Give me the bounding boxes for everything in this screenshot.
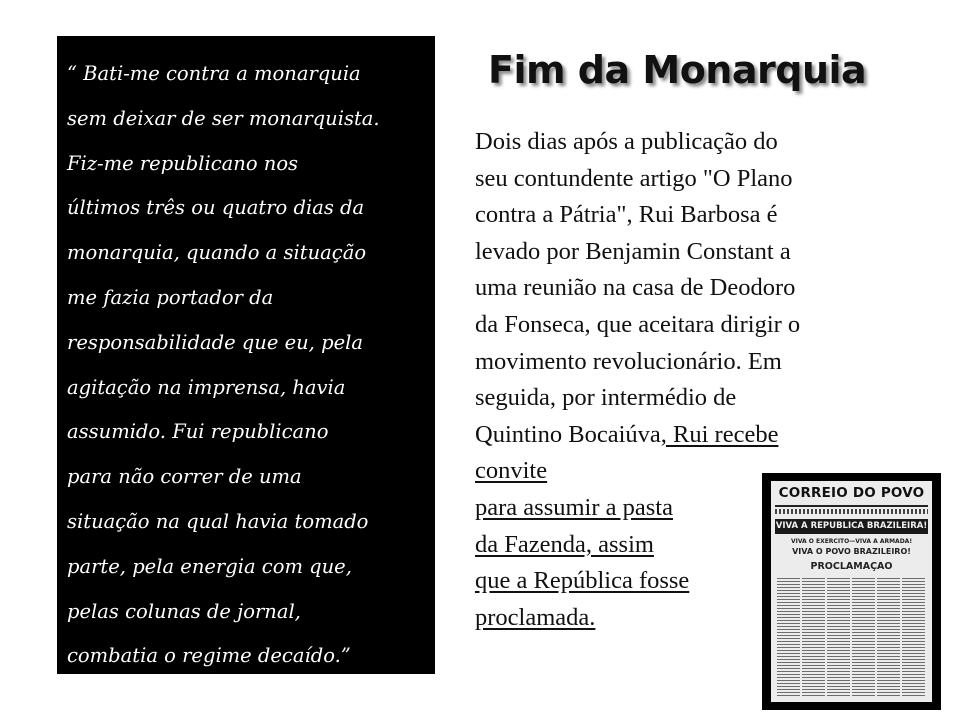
newspaper-page bbox=[771, 481, 932, 702]
underlined-line: proclamada. bbox=[475, 603, 596, 631]
body-line: seguida, por intermédio de bbox=[475, 384, 737, 412]
underlined-text: , Rui recebe bbox=[660, 420, 779, 448]
newspaper-subheadline: VIVA O POVO BRAZILEIRO! bbox=[792, 547, 911, 556]
newspaper-image bbox=[762, 473, 941, 710]
newspaper-masthead: CORREIO DO POVO bbox=[778, 485, 925, 501]
body-line: movimento revolucionário. Em bbox=[475, 347, 782, 375]
newspaper-subheadline: VIVA O EXERCITO—VIVA A ARMADA! bbox=[790, 538, 913, 545]
underlined-line: para assumir a pasta bbox=[475, 493, 673, 521]
body-line: levado por Benjamin Constant a bbox=[475, 237, 791, 265]
quote-line: últimos três ou quatro dias da bbox=[67, 196, 365, 220]
underlined-line: que a República fosse bbox=[475, 567, 690, 595]
quote-box bbox=[57, 36, 435, 674]
body-text-plain: Quintino Bocaiúva bbox=[475, 420, 661, 448]
body-paragraph bbox=[475, 124, 800, 636]
quote-line: situação na qual havia tomado bbox=[67, 509, 369, 533]
newspaper-columns bbox=[777, 578, 926, 696]
body-line bbox=[475, 417, 800, 454]
quote-line: agitação na imprensa, havia bbox=[67, 375, 346, 399]
newspaper-rule bbox=[775, 505, 928, 507]
quote-line: sem deixar de ser monarquista. bbox=[67, 106, 380, 130]
quote-line: pelas colunas de jornal, bbox=[67, 599, 301, 623]
quote-line: assumido. Fui republicano bbox=[67, 420, 329, 444]
quote-line: “ Bati-me contra a monarquia bbox=[67, 62, 361, 85]
body-line: contra a Pátria", Rui Barbosa é bbox=[475, 201, 778, 229]
slide-title: Fim da Monarquia bbox=[488, 48, 867, 92]
quote-line: parte, pela energia com que, bbox=[67, 554, 352, 578]
newspaper-dateline bbox=[775, 509, 928, 514]
quote-line: combatia o regime decaído.” bbox=[67, 644, 351, 668]
quote-line: para não correr de uma bbox=[67, 465, 302, 489]
quote-line: monarquia, quando a situação bbox=[67, 241, 367, 265]
body-line: da Fonseca, que aceitara dirigir o bbox=[475, 310, 801, 338]
body-line: Dois dias após a publicação do bbox=[475, 128, 778, 155]
quote-line: responsabilidade que eu, pela bbox=[67, 330, 363, 354]
body-line: seu contundente artigo "O Plano bbox=[475, 164, 793, 192]
underlined-line: convite bbox=[475, 457, 548, 485]
quote-line: Fiz-me republicano nos bbox=[67, 151, 299, 175]
newspaper-banner: VIVA A REPUBLICA BRAZILEIRA! bbox=[775, 519, 928, 534]
quote-line: me fazia portador da bbox=[67, 285, 274, 309]
newspaper-headline: PROCLAMAÇÃO bbox=[810, 561, 893, 572]
body-line: uma reunião na casa de Deodoro bbox=[475, 274, 796, 302]
underlined-line: da Fazenda, assim bbox=[475, 530, 654, 558]
